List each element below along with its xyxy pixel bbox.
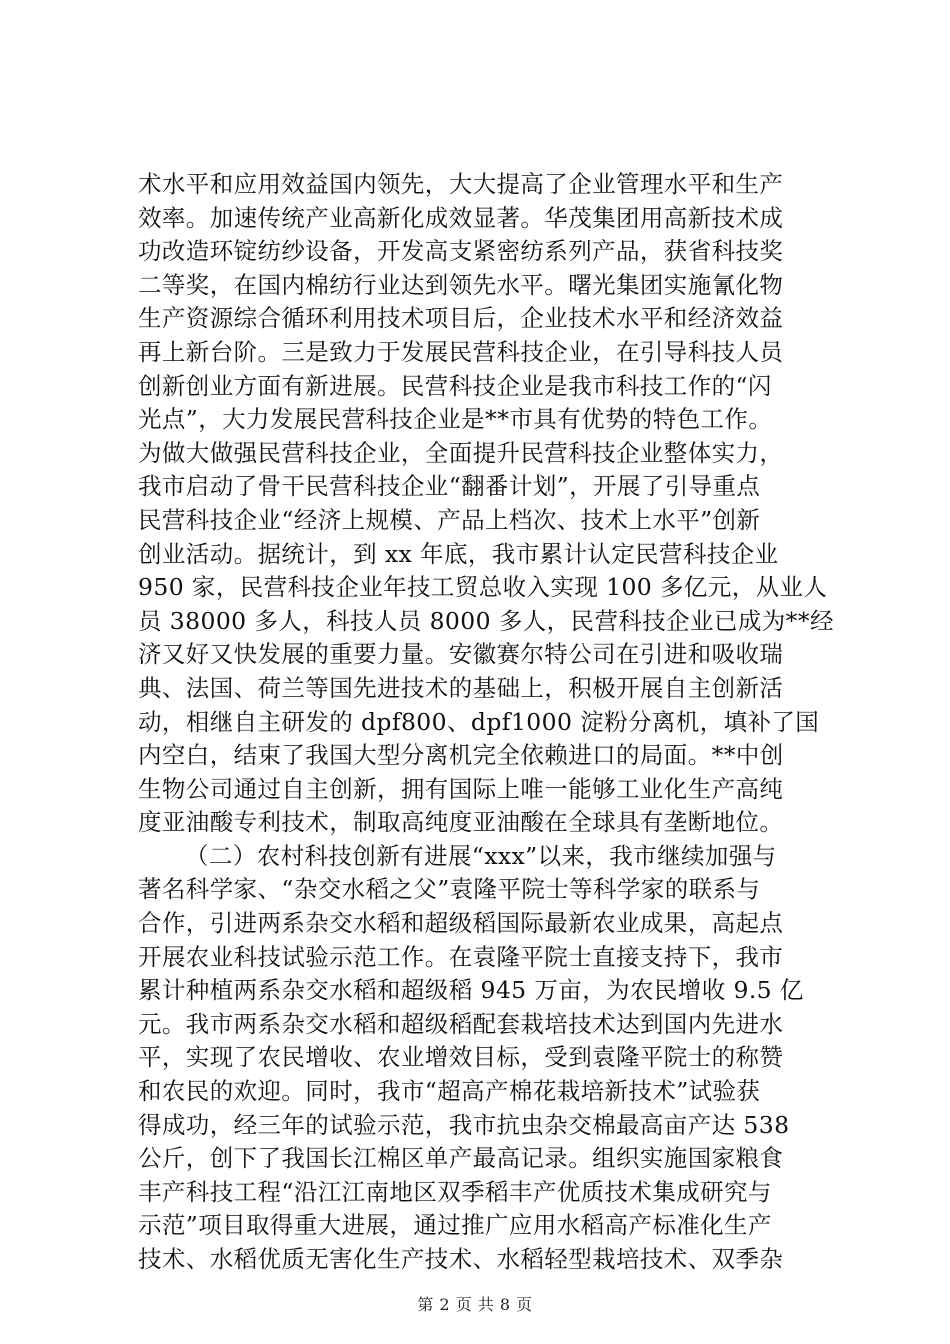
text-line: 合作，引进两系杂交水稻和超级稻国际最新农业成果，高起点 — [138, 909, 784, 938]
text-line: 我市启动了骨干民营科技企业“翻番计划”，开展了引导重点 — [138, 472, 761, 501]
text-line: 为做大做强民营科技企业，全面提升民营科技企业整体实力， — [138, 438, 784, 467]
text-line: 民营科技企业“经济上规模、产品上档次、技术上水平”创新 — [138, 505, 761, 534]
text-line: 生物公司通过自主创新，拥有国际上唯一能够工业化生产高纯 — [138, 774, 784, 803]
page-footer — [0, 1292, 950, 1315]
text-line: 员 38000 多人，科技人员 8000 多人，民营科技企业已成为**经 — [138, 606, 834, 635]
text-line: 再上新台阶。三是致力于发展民营科技企业，在引导科技人员 — [138, 337, 784, 366]
text-line: 内空白，结束了我国大型分离机完全依赖进口的局面。**中创 — [138, 741, 784, 770]
text-line: 术水平和应用效益国内领先，大大提高了企业管理水平和生产 — [138, 170, 784, 198]
text-line: 光点”，大力发展民营科技企业是**市具有优势的特色工作。 — [138, 405, 773, 434]
text-line: 二等奖，在国内棉纺行业达到领先水平。曙光集团实施氰化物 — [138, 270, 784, 299]
text-line: 效率。加速传统产业高新化成效显著。华茂集团用高新技术成 — [138, 203, 784, 232]
text-line: 功改造环锭纺纱设备，开发高支紧密纺系列产品，获省科技奖 — [138, 237, 784, 266]
text-line: 动，相继自主研发的 dpf800、dpf1000 淀粉分离机，填补了国 — [138, 707, 820, 736]
text-line: 和农民的欢迎。同时，我市“超高产棉花栽培新技术”试验获 — [138, 1077, 761, 1106]
text-line: 丰产科技工程“沿江江南地区双季稻丰产优质技术集成研究与 — [138, 1177, 772, 1206]
text-line: 950 家，民营科技企业年技工贸总收入实现 100 多亿元，从业人 — [138, 573, 828, 602]
text-line: 技术、水稻优质无害化生产技术、水稻轻型栽培技术、双季杂 — [138, 1245, 784, 1273]
paragraph-start-line: （二）农村科技创新有进展“xxx”以来，我市继续加强与 — [185, 841, 777, 870]
text-line: 济又好又快发展的重要力量。安徽赛尔特公司在引进和吸收瑞 — [138, 640, 784, 669]
text-line: 元。我市两系杂交水稻和超级稻配套栽培技术达到国内先进水 — [138, 1009, 784, 1038]
text-line: 得成功，经三年的试验示范，我市抗虫杂交棉最高亩产达 538 — [138, 1110, 790, 1139]
text-line: 示范”项目取得重大进展，通过推广应用水稻高产标准化生产 — [138, 1211, 772, 1240]
text-line: 公斤，创下了我国长江棉区单产最高记录。组织实施国家粮食 — [138, 1144, 784, 1173]
text-line: 创新创业方面有新进展。民营科技企业是我市科技工作的“闪 — [138, 371, 772, 400]
page-number: 第 2 页 共 8 页 — [417, 1295, 533, 1314]
text-line: 典、法国、荷兰等国先进技术的基础上，积极开展自主创新活 — [138, 673, 784, 702]
text-line: 度亚油酸专利技术，制取高纯度亚油酸在全球具有垄断地位。 — [138, 808, 784, 837]
text-line: 累计种植两系杂交水稻和超级稻 945 万亩，为农民增收 9.5 亿 — [138, 976, 804, 1005]
text-line: 著名科学家、“杂交水稻之父”袁隆平院士等科学家的联系与 — [138, 875, 761, 904]
text-line: 创业活动。据统计，到 xx 年底，我市累计认定民营科技企业 — [138, 539, 779, 568]
body-text — [138, 168, 834, 1277]
text-line: 生产资源综合循环利用技术项目后，企业技术水平和经济效益 — [138, 304, 784, 333]
text-line: 开展农业科技试验示范工作。在袁隆平院士直接支持下，我市 — [138, 942, 784, 971]
text-line: 平，实现了农民增收、农业增效目标，受到袁隆平院士的称赞 — [138, 1043, 784, 1072]
